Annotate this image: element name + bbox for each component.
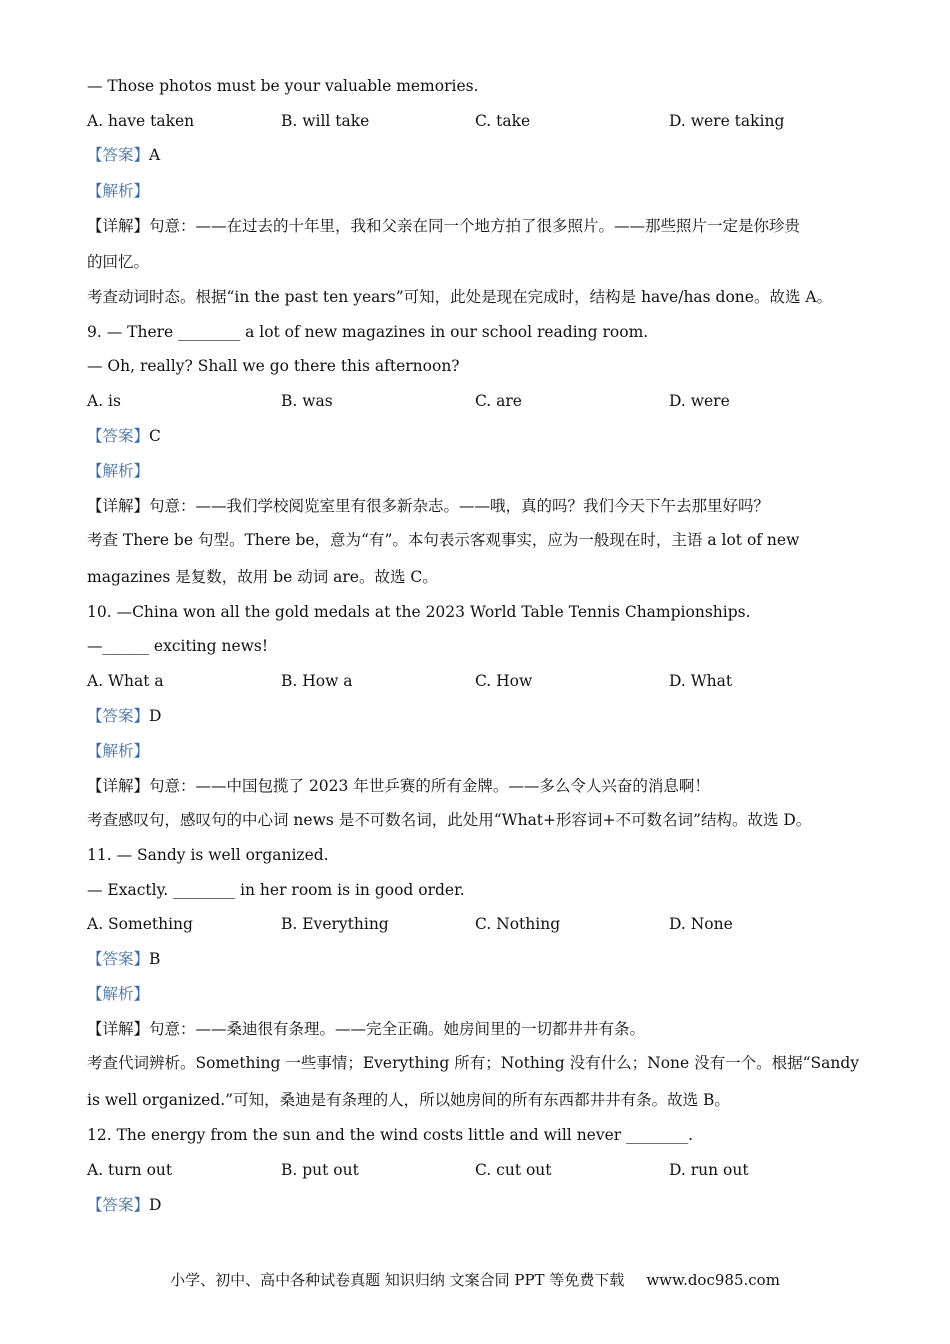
q10-option-c: C. How	[475, 672, 533, 690]
q9-analysis-heading	[87, 461, 149, 481]
answer-tag: 【答案】	[87, 950, 150, 968]
q8-answer	[87, 145, 160, 165]
q11-option-b: B. Everything	[281, 915, 389, 933]
q8-option-d: D. were taking	[669, 112, 785, 130]
q11-stem: 11. — Sandy is well organized.	[87, 846, 329, 864]
q11-detail-2: 考查代词辨析。Something 一些事情；Everything 所有；Nothing 没有什么；None 没有一个。根据“Sandy	[87, 1054, 860, 1072]
answer-value: C	[149, 427, 161, 445]
detail-tag: 【详解】	[87, 1020, 150, 1038]
analysis-tag: 【解析】	[87, 462, 150, 480]
q8-analysis-heading	[87, 181, 149, 201]
answer-value: D	[149, 1196, 162, 1214]
footer-url[interactable]: www.doc985.com	[646, 1271, 780, 1289]
q11-option-d: D. None	[669, 915, 733, 933]
answer-tag: 【答案】	[87, 707, 150, 725]
q9-stem: 9. — There ________ a lot of new magazines in our school reading room.	[87, 323, 649, 341]
detail-tag: 【详解】	[87, 497, 150, 515]
q9-detail-2: 考查 There be 句型。There be，意为“有”。本句表示客观事实，应为一般现在时，主语 a lot of new	[87, 531, 800, 549]
q9-option-d: D. were	[669, 392, 730, 410]
q10-option-a: A. What a	[87, 672, 164, 690]
q10-option-d: D. What	[669, 672, 733, 690]
analysis-tag: 【解析】	[87, 182, 150, 200]
q9-option-a: A. is	[87, 392, 121, 410]
q8-detail-2: 的回忆。	[87, 253, 150, 271]
q12-option-d: D. run out	[669, 1161, 749, 1179]
answer-value: B	[149, 950, 161, 968]
q12-option-b: B. put out	[281, 1161, 359, 1179]
q11-analysis-heading	[87, 984, 149, 1004]
q11-option-c: C. Nothing	[475, 915, 561, 933]
q11-option-a: A. Something	[87, 915, 193, 933]
detail-tag: 【详解】	[87, 777, 150, 795]
page-footer	[0, 1269, 950, 1290]
q10-analysis-heading	[87, 741, 149, 761]
q8-option-b: B. will take	[281, 112, 370, 130]
q8-option-a: A. have taken	[87, 112, 195, 130]
q9-detail-1	[87, 496, 769, 516]
q12-option-c: C. cut out	[475, 1161, 552, 1179]
answer-value: A	[149, 146, 161, 164]
q9-reply: — Oh, really? Shall we go there this afternoon?	[87, 357, 460, 375]
detail-tag: 【详解】	[87, 217, 150, 235]
detail-text: 句意：——在过去的十年里，我和父亲在同一个地方拍了很多照片。——那些照片一定是你珍贵	[149, 217, 801, 235]
q12-answer	[87, 1195, 161, 1215]
q8-reply: — Those photos must be your valuable memories.	[87, 77, 479, 95]
q11-answer	[87, 949, 160, 969]
q12-stem: 12. The energy from the sun and the wind costs little and will never ________.	[87, 1126, 694, 1144]
answer-value: D	[149, 707, 162, 725]
q11-reply: — Exactly. ________ in her room is in good order.	[87, 881, 465, 899]
answer-tag: 【答案】	[87, 146, 150, 164]
answer-tag: 【答案】	[87, 427, 150, 445]
q8-detail-3: 考查动词时态。根据“in the past ten years”可知，此处是现在完成时，结构是 have/has done。故选 A。	[87, 288, 833, 306]
q11-detail-3: is well organized.”可知，桑迪是有条理的人，所以她房间的所有东西都井井有条。故选 B。	[87, 1091, 730, 1109]
q9-answer	[87, 426, 161, 446]
q8-option-c: C. take	[475, 112, 531, 130]
analysis-tag: 【解析】	[87, 742, 150, 760]
analysis-tag: 【解析】	[87, 985, 150, 1003]
q10-detail-2: 考查感叹句，感叹句的中心词 news 是不可数名词，此处用“What+形容词+不可数名词”结构。故选 D。	[87, 811, 812, 829]
q11-detail-1	[87, 1019, 645, 1039]
q12-option-a: A. turn out	[87, 1161, 173, 1179]
q10-option-b: B. How a	[281, 672, 353, 690]
q9-option-b: B. was	[281, 392, 333, 410]
q10-answer	[87, 706, 161, 726]
detail-text: 句意：——中国包揽了 2023 年世乒赛的所有金牌。——多么令人兴奋的消息啊！	[149, 777, 710, 795]
detail-text: 句意：——桑迪很有条理。——完全正确。她房间里的一切都井井有条。	[149, 1020, 646, 1038]
q10-stem: 10. —China won all the gold medals at the 2023 World Table Tennis Championships.	[87, 603, 751, 621]
q9-option-c: C. are	[475, 392, 522, 410]
footer-text: 小学、初中、高中各种试卷真题 知识归纳 文案合同 PPT 等免费下载	[170, 1271, 625, 1289]
answer-tag: 【答案】	[87, 1196, 150, 1214]
q9-detail-3: magazines 是复数，故用 be 动词 are。故选 C。	[87, 568, 438, 586]
q10-reply: —______ exciting news!	[87, 637, 269, 655]
q10-detail-1	[87, 776, 710, 796]
detail-text: 句意：——我们学校阅览室里有很多新杂志。——哦，真的吗？我们今天下午去那里好吗？	[149, 497, 770, 515]
q8-detail-1	[87, 216, 800, 236]
